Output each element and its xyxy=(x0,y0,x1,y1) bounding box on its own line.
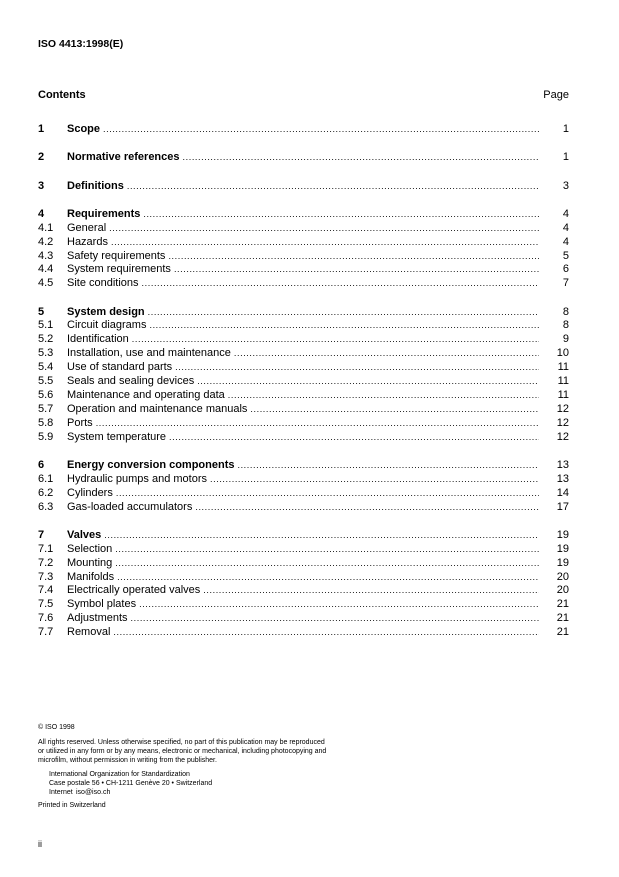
toc-number: 7 xyxy=(38,528,45,541)
toc-entry[interactable] xyxy=(38,263,569,277)
toc-section xyxy=(38,529,569,640)
toc-section xyxy=(38,306,569,445)
toc-entry[interactable] xyxy=(38,361,569,375)
toc-title: Selection xyxy=(67,542,113,555)
toc-page: 7 xyxy=(562,277,569,290)
toc-leader-dots xyxy=(168,250,539,264)
toc-leader-dots xyxy=(104,529,539,543)
copyright-line: © ISO 1998 xyxy=(38,724,75,731)
toc-title: Gas-loaded accumulators xyxy=(67,500,193,513)
toc-page: 4 xyxy=(562,221,569,234)
toc-number: 6 xyxy=(38,458,45,471)
toc-entry-main[interactable] xyxy=(38,180,569,194)
toc-title: Operation and maintenance manuals xyxy=(67,402,248,415)
toc-number: 4.3 xyxy=(38,249,54,262)
document-id: ISO 4413:1998(E) xyxy=(38,38,124,50)
toc-leader-dots xyxy=(149,319,539,333)
toc-page: 12 xyxy=(556,430,569,443)
org-internet xyxy=(49,788,438,797)
toc-leader-dots xyxy=(210,473,539,487)
toc-number: 5.7 xyxy=(38,402,54,415)
toc-title: Seals and sealing devices xyxy=(67,375,195,388)
toc-title: Identification xyxy=(67,333,129,346)
toc-title: Hazards xyxy=(67,235,108,248)
toc-page: 3 xyxy=(562,179,569,192)
toc-page: 20 xyxy=(556,584,569,597)
toc-page: 8 xyxy=(562,305,569,318)
toc-leader-dots xyxy=(183,151,539,165)
toc-leader-dots xyxy=(148,306,539,320)
toc-leader-dots xyxy=(174,263,539,277)
toc-leader-dots xyxy=(203,584,539,598)
toc-entry[interactable] xyxy=(38,571,569,585)
toc-number: 5.9 xyxy=(38,430,54,443)
toc-entry-main[interactable] xyxy=(38,459,569,473)
printed-in: Printed in Switzerland xyxy=(38,802,106,809)
toc-entry-main[interactable] xyxy=(38,208,569,222)
rights-line: microfilm, without permission in writing from the publisher. xyxy=(38,757,217,764)
toc-title: Manifolds xyxy=(67,570,115,583)
toc-title: Site conditions xyxy=(67,277,139,290)
toc-page: 4 xyxy=(562,235,569,248)
toc-number: 4.5 xyxy=(38,277,54,290)
toc-page: 12 xyxy=(556,402,569,415)
org-address: Case postale 56 • CH-1211 Genève 20 • Switzerland xyxy=(49,780,213,787)
toc-leader-dots xyxy=(103,123,539,137)
toc-number: 2 xyxy=(38,151,45,164)
internet-email[interactable]: iso@iso.ch xyxy=(76,789,111,796)
toc-entry[interactable] xyxy=(38,501,569,515)
toc-leader-dots xyxy=(115,543,539,557)
toc-title: Maintenance and operating data xyxy=(67,388,225,401)
toc-entry[interactable] xyxy=(38,250,569,264)
toc-page: 14 xyxy=(556,486,569,499)
toc-leader-dots xyxy=(111,236,539,250)
toc-entry[interactable] xyxy=(38,333,569,347)
toc-title: Ports xyxy=(67,416,93,429)
toc-section xyxy=(38,123,569,137)
internet-label: Internet xyxy=(49,789,73,796)
contents-header xyxy=(38,89,569,101)
toc-number: 5 xyxy=(38,305,45,318)
toc-leader-dots xyxy=(143,208,539,222)
toc-leader-dots xyxy=(109,222,539,236)
toc-leader-dots xyxy=(132,333,539,347)
toc-title: Cylinders xyxy=(67,486,113,499)
toc-title: Valves xyxy=(67,528,102,541)
toc-entry-main[interactable] xyxy=(38,306,569,320)
page-column-label: Page xyxy=(543,89,569,101)
toc-number: 5.6 xyxy=(38,388,54,401)
toc-page: 5 xyxy=(562,249,569,262)
toc-number: 5.5 xyxy=(38,375,54,388)
toc-section xyxy=(38,151,569,165)
toc-page: 9 xyxy=(562,333,569,346)
toc-leader-dots xyxy=(197,375,539,389)
toc-leader-dots xyxy=(234,347,539,361)
table-of-contents xyxy=(38,123,569,654)
toc-page: 21 xyxy=(556,612,569,625)
toc-page: 21 xyxy=(556,598,569,611)
toc-page: 17 xyxy=(556,500,569,513)
toc-leader-dots xyxy=(117,571,539,585)
toc-number: 6.3 xyxy=(38,500,54,513)
toc-number: 6.1 xyxy=(38,472,54,485)
toc-leader-dots xyxy=(96,417,539,431)
toc-leader-dots xyxy=(127,180,539,194)
toc-entry-main[interactable] xyxy=(38,123,569,137)
toc-number: 4.4 xyxy=(38,263,54,276)
toc-page: 13 xyxy=(556,472,569,485)
toc-entry[interactable] xyxy=(38,612,569,626)
toc-page: 1 xyxy=(562,151,569,164)
toc-title: Hydraulic pumps and motors xyxy=(67,472,208,485)
toc-number: 7.6 xyxy=(38,612,54,625)
toc-title: Circuit diagrams xyxy=(67,319,147,332)
toc-leader-dots xyxy=(175,361,539,375)
toc-title: Scope xyxy=(67,123,101,135)
toc-number: 4.1 xyxy=(38,221,54,234)
toc-title: Electrically operated valves xyxy=(67,584,201,597)
toc-page: 20 xyxy=(556,570,569,583)
toc-number: 3 xyxy=(38,179,45,192)
toc-title: Mounting xyxy=(67,556,113,569)
toc-title: Requirements xyxy=(67,207,141,220)
toc-number: 7.4 xyxy=(38,584,54,597)
toc-title: Installation, use and maintenance xyxy=(67,347,231,360)
toc-entry[interactable] xyxy=(38,584,569,598)
toc-section xyxy=(38,208,569,291)
toc-entry[interactable] xyxy=(38,403,569,417)
toc-entry[interactable] xyxy=(38,626,569,640)
toc-entry[interactable] xyxy=(38,487,569,501)
toc-number: 5.2 xyxy=(38,333,54,346)
toc-number: 5.1 xyxy=(38,319,54,332)
publisher-address xyxy=(38,770,438,797)
toc-page: 11 xyxy=(557,361,569,374)
toc-leader-dots xyxy=(195,501,539,515)
toc-leader-dots xyxy=(115,557,539,571)
toc-entry[interactable] xyxy=(38,417,569,431)
toc-page: 13 xyxy=(556,458,569,471)
toc-entry[interactable] xyxy=(38,347,569,361)
toc-entry[interactable] xyxy=(38,222,569,236)
toc-title: System requirements xyxy=(67,263,171,276)
toc-entry[interactable] xyxy=(38,557,569,571)
toc-title: Safety requirements xyxy=(67,249,166,262)
toc-number: 1 xyxy=(38,123,45,135)
toc-page: 11 xyxy=(557,375,569,388)
toc-section xyxy=(38,180,569,194)
toc-page: 11 xyxy=(557,388,569,401)
toc-entry-main[interactable] xyxy=(38,529,569,543)
toc-entry[interactable] xyxy=(38,389,569,403)
toc-leader-dots xyxy=(116,487,539,501)
toc-page: 19 xyxy=(556,542,569,555)
toc-leader-dots xyxy=(228,389,539,403)
toc-entry[interactable] xyxy=(38,277,569,291)
toc-title: General xyxy=(67,221,107,234)
toc-page: 1 xyxy=(562,123,569,135)
toc-title: Use of standard parts xyxy=(67,361,173,374)
toc-leader-dots xyxy=(237,459,539,473)
toc-title: System temperature xyxy=(67,430,167,443)
toc-number: 7.7 xyxy=(38,626,54,639)
toc-number: 5.8 xyxy=(38,416,54,429)
toc-entry-main[interactable] xyxy=(38,151,569,165)
rights-line: All rights reserved. Unless otherwise specified, no part of this publication may be reproduced xyxy=(38,739,325,746)
toc-entry[interactable] xyxy=(38,431,569,445)
toc-number: 4.2 xyxy=(38,235,54,248)
toc-leader-dots xyxy=(142,277,539,291)
toc-number: 7.3 xyxy=(38,570,54,583)
toc-number: 6.2 xyxy=(38,486,54,499)
toc-number: 7.1 xyxy=(38,542,54,555)
toc-leader-dots xyxy=(250,403,539,417)
toc-section xyxy=(38,459,569,515)
toc-number: 7.2 xyxy=(38,556,54,569)
toc-number: 5.4 xyxy=(38,361,54,374)
rights-line: or utilized in any form or by any means, electronic or mechanical, including photocopying and xyxy=(38,748,327,755)
toc-leader-dots xyxy=(131,612,539,626)
toc-leader-dots xyxy=(169,431,539,445)
copyright-footer xyxy=(38,723,438,810)
toc-page: 10 xyxy=(556,347,569,360)
toc-page: 8 xyxy=(562,319,569,332)
toc-page: 21 xyxy=(556,626,569,639)
toc-title: Energy conversion components xyxy=(67,458,235,471)
contents-title: Contents xyxy=(38,89,86,101)
toc-page: 4 xyxy=(562,207,569,220)
toc-number: 7.5 xyxy=(38,598,54,611)
toc-page: 6 xyxy=(562,263,569,276)
toc-leader-dots xyxy=(113,626,539,640)
toc-entry[interactable] xyxy=(38,473,569,487)
page-number: ii xyxy=(38,839,42,849)
toc-entry[interactable] xyxy=(38,236,569,250)
org-name: International Organization for Standardization xyxy=(49,771,190,778)
toc-leader-dots xyxy=(139,598,539,612)
rights-notice xyxy=(38,738,438,765)
toc-page: 12 xyxy=(556,416,569,429)
toc-number: 4 xyxy=(38,207,45,220)
toc-page: 19 xyxy=(556,528,569,541)
toc-title: Symbol plates xyxy=(67,598,137,611)
toc-number: 5.3 xyxy=(38,347,54,360)
toc-page: 19 xyxy=(556,556,569,569)
toc-title: Normative references xyxy=(67,151,180,164)
toc-title: Removal xyxy=(67,626,111,639)
toc-title: Definitions xyxy=(67,179,124,192)
toc-entry[interactable] xyxy=(38,598,569,612)
toc-entry[interactable] xyxy=(38,375,569,389)
toc-title: Adjustments xyxy=(67,612,128,625)
toc-title: System design xyxy=(67,305,145,318)
toc-entry[interactable] xyxy=(38,543,569,557)
toc-entry[interactable] xyxy=(38,319,569,333)
